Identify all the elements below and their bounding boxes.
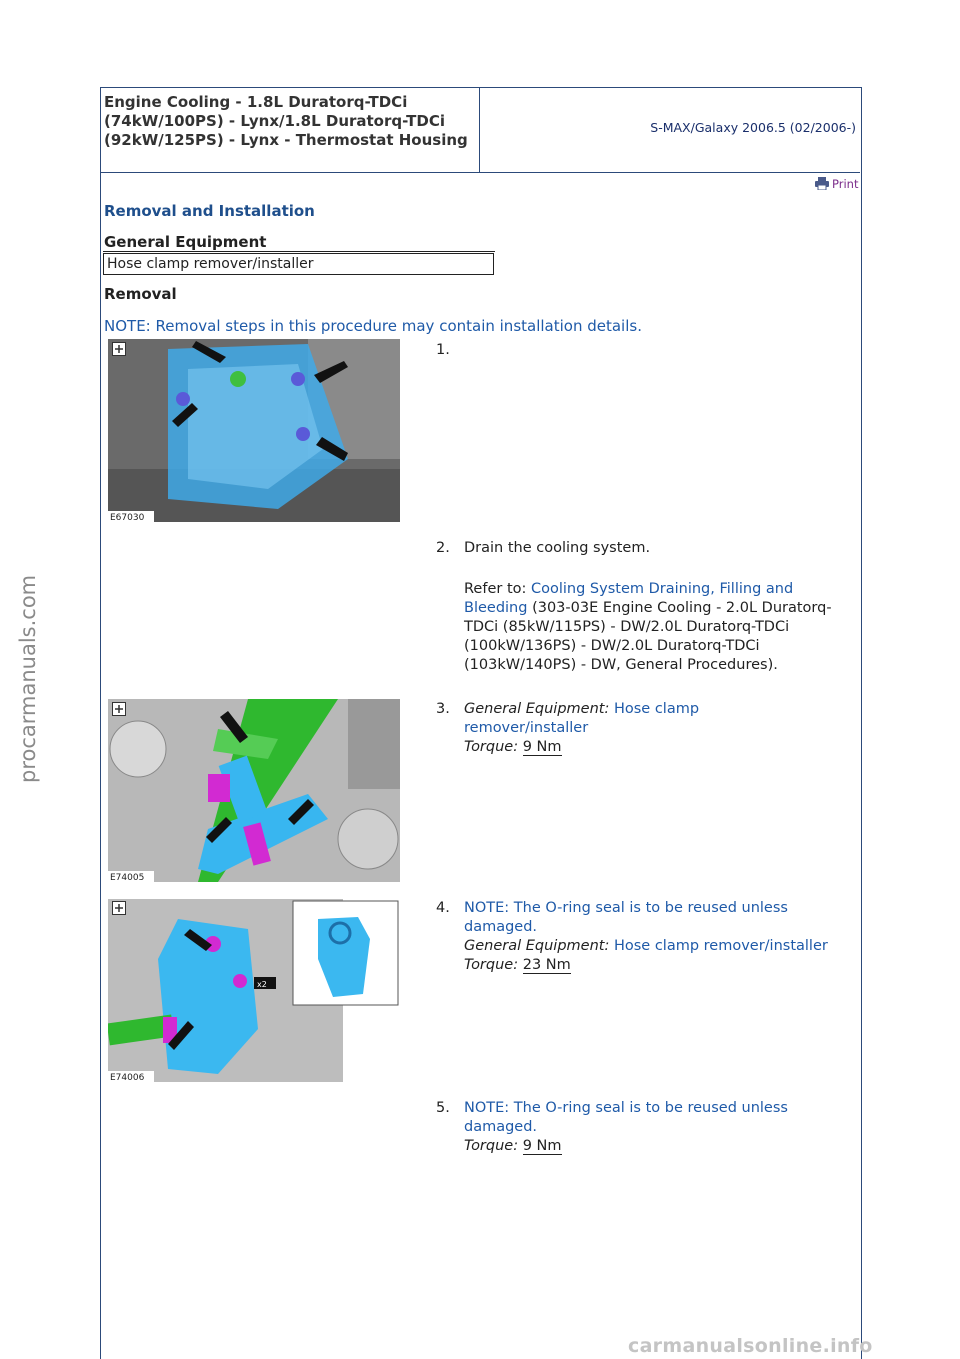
refer-link[interactable]: Cooling System Draining, Filling and Bleeding (464, 581, 794, 616)
printer-icon (815, 177, 829, 190)
quantity-badge: x2 (257, 980, 267, 989)
torque-value: 23 Nm (522, 957, 571, 973)
page-header (100, 87, 860, 173)
zoom-icon[interactable] (112, 900, 126, 914)
equipment-link[interactable]: Hose clamp remover/installer (613, 938, 828, 954)
print-label: Print (832, 177, 859, 191)
header-divider (479, 87, 480, 172)
step-note: NOTE: The O-ring seal is to be reused unless damaged. (464, 900, 788, 935)
step-number: 3. (436, 701, 450, 717)
figure-step-3[interactable] (108, 699, 400, 882)
removal-note: NOTE: Removal steps in this procedure may contain installation details. (104, 317, 642, 335)
torque-label: Torque: (464, 739, 519, 755)
step-number: 1. (436, 342, 450, 358)
refer-suffix: (303-03E Engine Cooling - 2.0L Duratorq-TDCi (85kW/115PS) - DW/2.0L Duratorq-TDCi (100kW/136PS) - DW/2.0L Duratorq-TDCi (103kW/140PS) - DW, General Procedures). (464, 600, 832, 673)
refer-to (464, 580, 839, 675)
print-button[interactable] (815, 177, 858, 191)
torque-value: 9 Nm (522, 739, 562, 755)
step-number: 2. (436, 540, 450, 556)
step-note: NOTE: The O-ring seal is to be reused unless damaged. (464, 1100, 788, 1135)
figure-code: E74006 (110, 1073, 145, 1082)
equipment-label: General Equipment: (464, 938, 610, 954)
equipment-rule (103, 251, 495, 252)
page-title: Engine Cooling - 1.8L Duratorq-TDCi (74kW/100PS) - Lynx/1.8L Duratorq-TDCi (92kW/125PS) - Lynx - Thermostat Housing (104, 93, 468, 149)
equipment-link[interactable]: Hose clamp remover/installer (464, 701, 700, 736)
step-number: 5. (436, 1100, 450, 1116)
zoom-icon[interactable] (112, 701, 126, 715)
vehicle-model: S-MAX/Galaxy 2006.5 (02/2006-) (650, 120, 856, 135)
zoom-icon[interactable] (112, 341, 126, 355)
removal-heading: Removal (104, 285, 177, 303)
torque-label: Torque: (464, 1138, 519, 1154)
refer-prefix: Refer to: (464, 581, 527, 597)
equipment-label: General Equipment: (464, 701, 610, 717)
figure-step-4[interactable] (108, 899, 400, 1082)
figure-code: E67030 (110, 513, 145, 522)
step-number: 4. (436, 900, 450, 916)
step-text: Drain the cooling system. (464, 540, 651, 556)
side-watermark (14, 543, 42, 783)
equipment-item: Hose clamp remover/installer (103, 253, 494, 275)
footer-watermark: carmanualsonline.info (628, 1335, 873, 1357)
torque-value: 9 Nm (522, 1138, 562, 1154)
general-equipment-heading: General Equipment (104, 233, 267, 251)
side-watermark-text: procarmanuals.com (16, 574, 40, 783)
figure-code: E74005 (110, 873, 145, 882)
torque-label: Torque: (464, 957, 519, 973)
figure-step-1[interactable] (108, 339, 400, 522)
section-title: Removal and Installation (104, 202, 315, 220)
